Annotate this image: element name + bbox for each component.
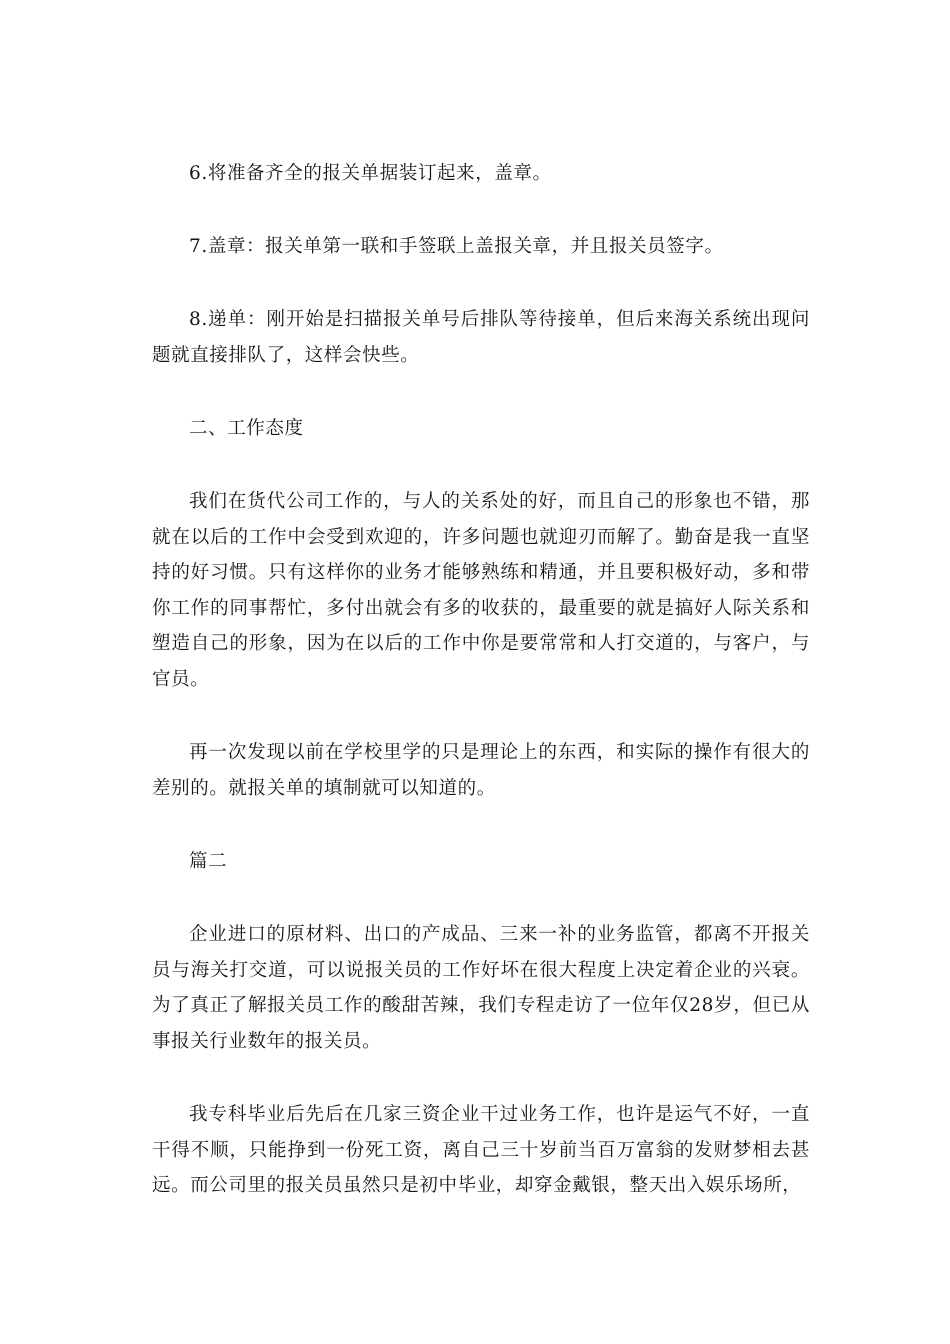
customs-broker-intro-paragraph: 企业进口的原材料、出口的产成品、三来一补的业务监管，都离不开报关员与海关打交道，可以说报关员的工作好坏在很大程度上决定着企业的兴衰。为了真正了解报关员工作的酸甜苦辣，我们专程走访了一位年仅28岁，但已从事报关行业数年的报关员。 (152, 924, 810, 1052)
article-two-heading: 篇二 (189, 851, 228, 872)
step-8-paragraph: 8.递单：刚开始是扫描报关单号后排队等待接单，但后来海关系统出现问题就直接排队了，这样会快些。 (152, 309, 810, 366)
theory-practice-paragraph: 再一次发现以前在学校里学的只是理论上的东西，和实际的操作有很大的差别的。就报关单的填制就可以知道的。 (152, 742, 810, 799)
document-body (152, 156, 810, 1242)
step-6-paragraph: 6.将准备齐全的报关单据装订起来，盖章。 (189, 163, 552, 184)
interview-paragraph: 我专科毕业后先后在几家三资企业干过业务工作，也许是运气不好，一直干得不顺，只能挣到一份死工资，离自己三十岁前当百万富翁的发财梦相去甚远。而公司里的报关员虽然只是初中毕业，却穿金戴银，整天出入娱乐场所， (152, 1104, 810, 1196)
step-7-paragraph: 7.盖章：报关单第一联和手签联上盖报关章，并且报关员签字。 (189, 236, 724, 257)
work-attitude-paragraph: 我们在货代公司工作的，与人的关系处的好，而且自己的形象也不错，那就在以后的工作中会受到欢迎的，许多问题也就迎刃而解了。勤奋是我一直坚持的好习惯。只有这样你的业务才能够熟练和精通，并且要积极好动，多和带你工作的同事帮忙，多付出就会有多的收获的，最重要的就是搞好人际关系和塑造自己的形象，因为在以后的工作中你是要常常和人打交道的，与客户，与官员。 (152, 491, 810, 690)
section-heading-work-attitude: 二、工作态度 (189, 418, 304, 439)
